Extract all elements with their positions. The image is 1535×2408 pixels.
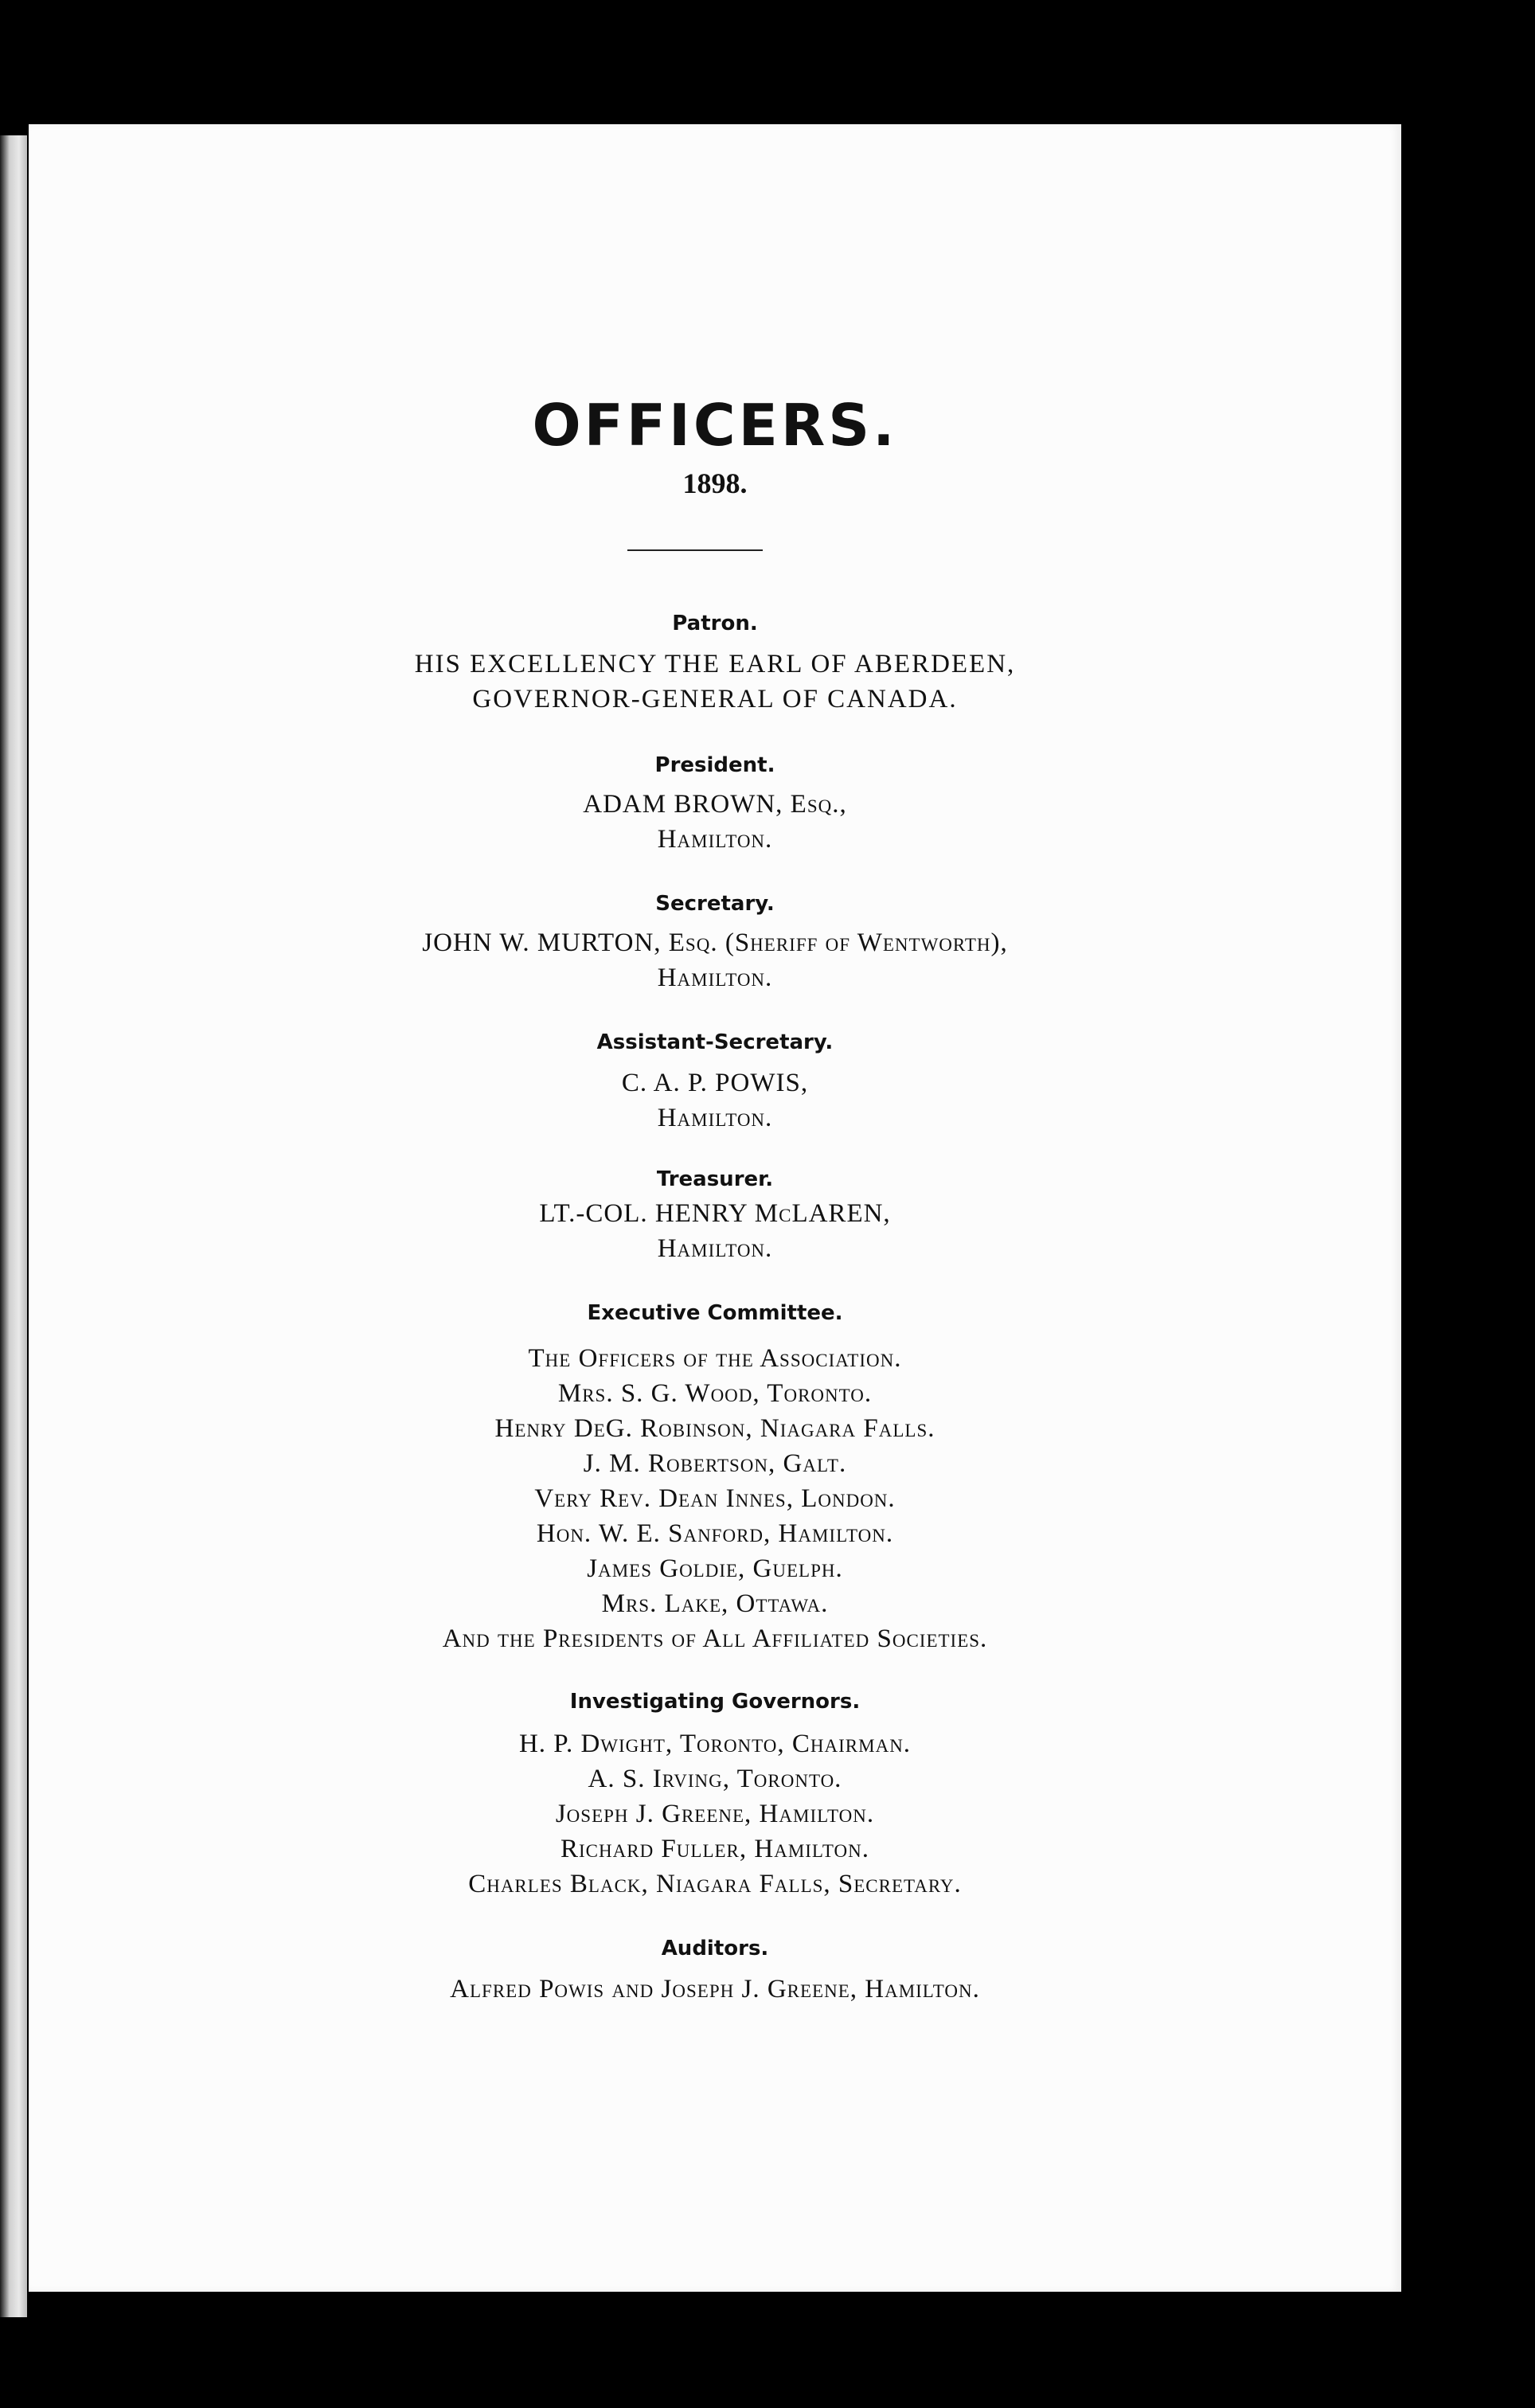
investigating-governors-line: Charles Black, Niagara Falls, Secretary. — [468, 1870, 962, 1898]
adjacent-page-edge — [0, 135, 27, 2317]
executive-committee-line: And the Presidents of All Affiliated Societies. — [442, 1624, 988, 1653]
treasurer-line: LT.-COL. HENRY McLAREN, — [539, 1199, 891, 1228]
page-year: 1898. — [682, 467, 748, 499]
treasurer-line: Hamilton. — [657, 1234, 773, 1263]
president-line: Hamilton. — [657, 825, 773, 854]
executive-committee-line: James Goldie, Guelph. — [587, 1554, 843, 1583]
section-heading-president: President. — [654, 753, 775, 777]
executive-committee-line: The Officers of the Association. — [528, 1344, 902, 1373]
section-heading-patron: Patron. — [672, 612, 758, 635]
section-heading-secretary: Secretary. — [655, 892, 775, 916]
executive-committee-line: Henry DeG. Robinson, Niagara Falls. — [494, 1414, 935, 1443]
investigating-governors-line: H. P. Dwight, Toronto, Chairman. — [518, 1730, 912, 1758]
executive-committee-line: Hon. W. E. Sanford, Hamilton. — [536, 1519, 894, 1548]
patron-line: GOVERNOR-GENERAL OF CANADA. — [472, 685, 958, 713]
president-line: ADAM BROWN, Esq., — [583, 790, 847, 819]
section-heading-assistant-secretary: Assistant-Secretary. — [596, 1030, 834, 1054]
auditors-line: Alfred Powis and Joseph J. Greene, Hamilton. — [450, 1975, 980, 2003]
secretary-line: Hamilton. — [657, 964, 773, 992]
section-heading-executive-committee: Executive Committee. — [587, 1301, 843, 1325]
section-heading-investigating-governors: Investigating Governors. — [569, 1690, 861, 1714]
divider-rule — [627, 549, 763, 551]
executive-committee-line: Very Rev. Dean Innes, London. — [534, 1484, 896, 1513]
investigating-governors-line: Richard Fuller, Hamilton. — [560, 1835, 869, 1863]
section-heading-auditors: Auditors. — [661, 1937, 769, 1960]
patron-line: HIS EXCELLENCY THE EARL OF ABERDEEN, — [414, 650, 1016, 678]
section-heading-treasurer: Treasurer. — [656, 1167, 774, 1191]
page-title: OFFICERS. — [532, 392, 898, 459]
assistant-secretary-line: C. A. P. POWIS, — [621, 1069, 809, 1097]
investigating-governors-line: A. S. Irving, Toronto. — [588, 1765, 842, 1793]
investigating-governors-line: Joseph J. Greene, Hamilton. — [555, 1800, 875, 1828]
document-page — [29, 124, 1401, 2292]
executive-committee-line: J. M. Robertson, Galt. — [583, 1449, 847, 1478]
secretary-line: JOHN W. MURTON, Esq. (Sheriff of Wentworth), — [422, 928, 1008, 957]
executive-committee-line: Mrs. S. G. Wood, Toronto. — [557, 1379, 873, 1408]
assistant-secretary-line: Hamilton. — [657, 1104, 773, 1132]
executive-committee-line: Mrs. Lake, Ottawa. — [601, 1589, 829, 1618]
